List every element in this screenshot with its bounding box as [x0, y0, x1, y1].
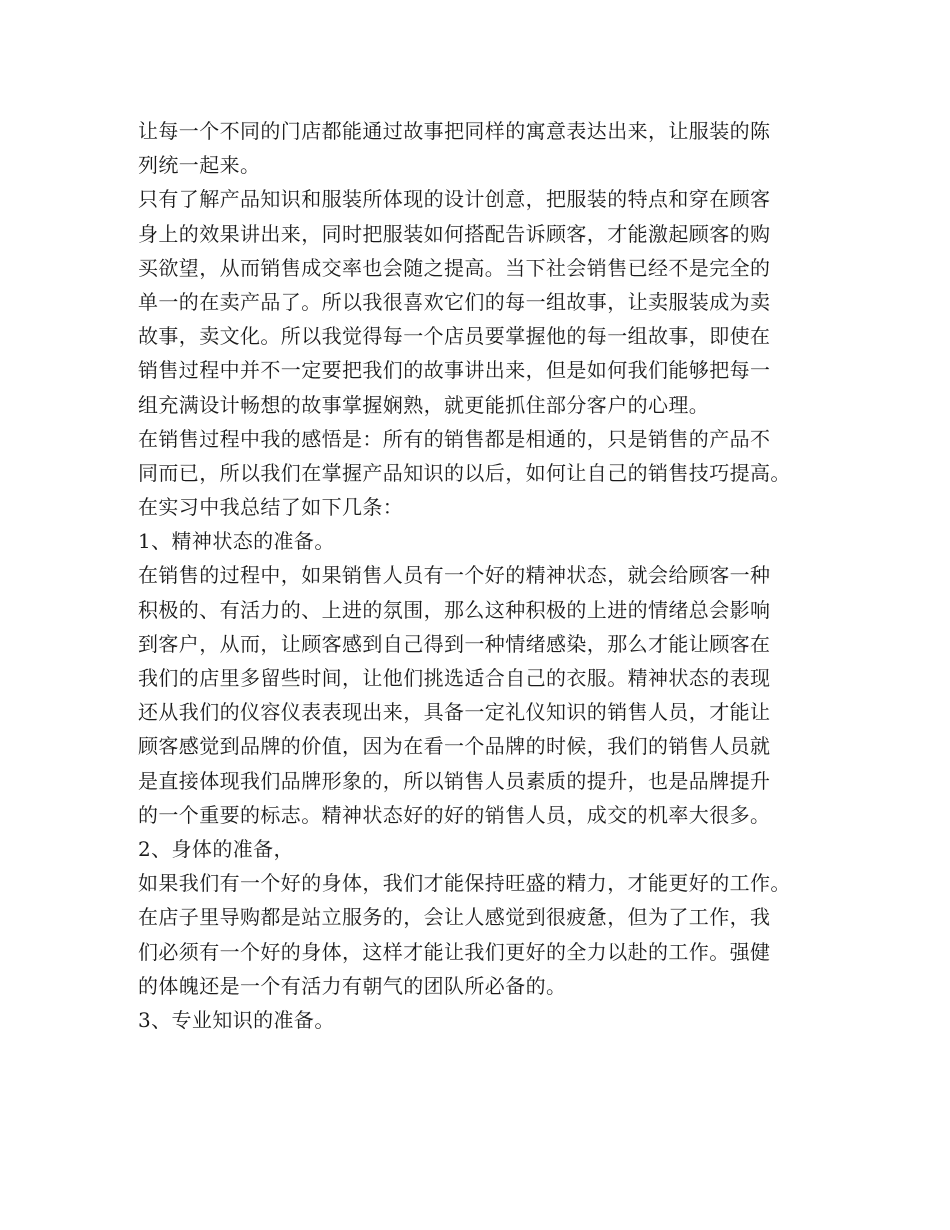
text-line-7: 故事，卖文化。所以我觉得每一个店员要掌握他的每一组故事，即使在 — [138, 324, 771, 349]
text-line-9: 组充满设计畅想的故事掌握娴熟，就更能抓住部分客户的心理。 — [138, 392, 710, 417]
text-line-21: 的一个重要的标志。精神状态好的好的销售人员，成交的机率大很多。 — [138, 802, 771, 827]
text-line-1: 让每一个不同的门店都能通过故事把同样的寓意表达出来，让服装的陈 — [138, 119, 771, 143]
section-heading-3: 3、专业知识的准备。 — [138, 1007, 335, 1032]
text-line-26: 的体魄还是一个有活力有朝气的团队所必备的。 — [138, 973, 567, 998]
text-line-6: 单一的在卖产品了。所以我很喜欢它们的每一组故事，让卖服装成为卖 — [138, 289, 771, 314]
text-line-10: 在销售过程中我的感悟是：所有的销售都是相通的，只是销售的产品不 — [138, 426, 771, 451]
text-line-5: 买欲望，从而销售成交率也会随之提高。当下社会销售已经不是完全的 — [138, 255, 771, 280]
text-line-15: 积极的、有活力的、上进的氛围，那么这种积极的上进的情绪总会影响 — [138, 597, 771, 622]
text-line-16: 到客户，从而，让顾客感到自己得到一种情绪感染，那么才能让顾客在 — [138, 631, 771, 656]
text-line-20: 是直接体现我们品牌形象的，所以销售人员素质的提升，也是品牌提升 — [138, 768, 771, 793]
text-line-17: 我们的店里多留些时间，让他们挑选适合自己的衣服。精神状态的表现 — [138, 666, 771, 690]
text-line-4: 身上的效果讲出来，同时把服装如何搭配告诉顾客，才能激起顾客的购 — [138, 221, 771, 246]
text-line-24: 在店子里导购都是站立服务的，会让人感觉到很疲惫，但为了工作，我 — [138, 905, 771, 930]
section-heading-2: 2、身体的准备， — [138, 836, 294, 861]
text-line-2: 列统一起来。 — [138, 153, 261, 178]
text-line-12: 在实习中我总结了如下几条： — [138, 495, 404, 520]
text-line-14: 在销售的过程中，如果销售人员有一个好的精神状态，就会给顾客一种 — [138, 563, 771, 588]
document-body — [138, 114, 828, 1037]
text-line-19: 顾客感觉到品牌的价值，因为在看一个品牌的时候，我们的销售人员就 — [138, 734, 771, 759]
text-line-8: 销售过程中并不一定要把我们的故事讲出来，但是如何我们能够把每一 — [138, 358, 771, 383]
text-line-11: 同而已，所以我们在掌握产品知识的以后，如何让自己的销售技巧提高。 — [138, 460, 791, 485]
text-line-3: 只有了解产品知识和服装所体现的设计创意，把服装的特点和穿在顾客 — [138, 187, 771, 212]
text-line-18: 还从我们的仪容仪表表现出来，具备一定礼仪知识的销售人员，才能让 — [138, 700, 771, 725]
section-heading-1: 1、精神状态的准备。 — [138, 529, 335, 554]
text-line-25: 们必须有一个好的身体，这样才能让我们更好的全力以赴的工作。强健 — [138, 939, 771, 964]
text-line-23: 如果我们有一个好的身体，我们才能保持旺盛的精力，才能更好的工作。 — [138, 871, 791, 896]
